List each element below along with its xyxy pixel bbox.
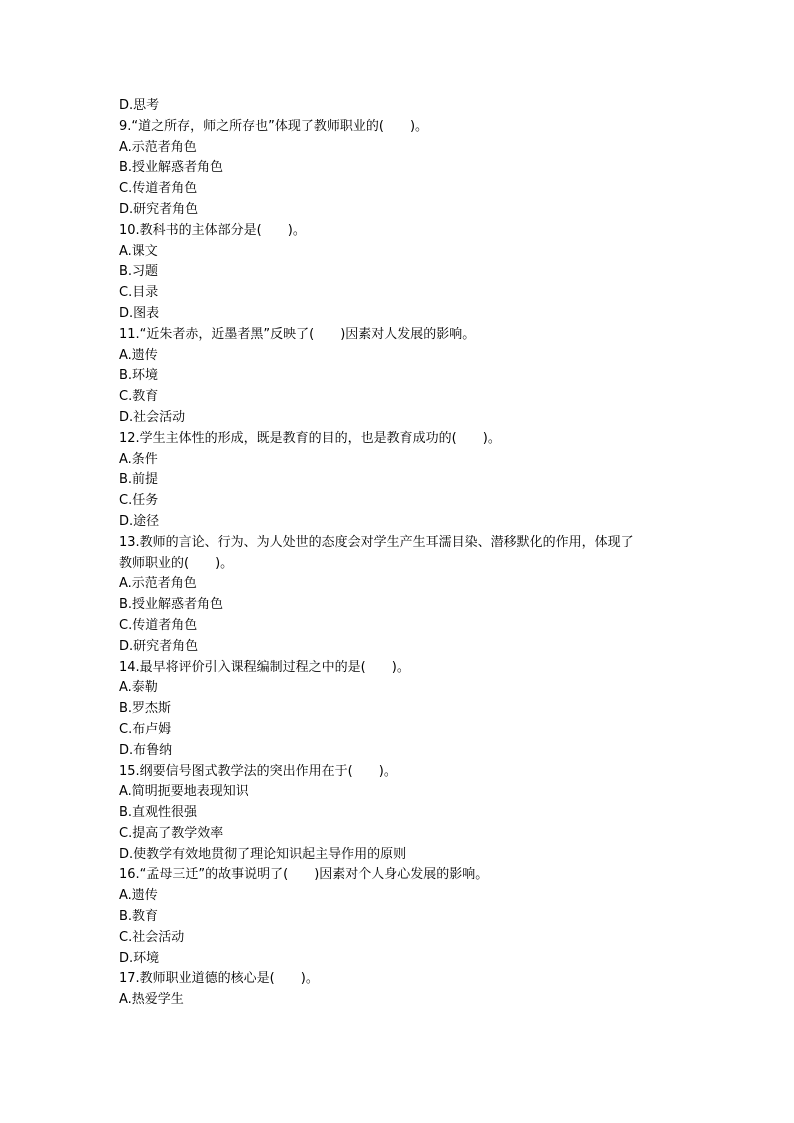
option-c: C.传道者角色	[119, 181, 198, 197]
option-a: A.遗传	[119, 888, 158, 904]
option-d: D.布鲁纳	[119, 742, 173, 758]
option-c: C.社会活动	[119, 929, 185, 945]
question-16: 16.“孟母三迁”的故事说明了( )因素对个人身心发展的影响。	[119, 867, 489, 883]
option-a: A.遗传	[119, 347, 158, 363]
document-body	[119, 96, 679, 1011]
question-9: 9.“道之所存，师之所存也”体现了教师职业的( )。	[119, 118, 429, 134]
option-d: D.研究者角色	[119, 201, 199, 217]
option-d: D.环境	[119, 950, 160, 966]
option-d: D.使教学有效地贯彻了理论知识起主导作用的原则	[119, 846, 407, 862]
option-a: A.泰勒	[119, 680, 158, 696]
option-c: C.教育	[119, 389, 159, 405]
question-10: 10.教科书的主体部分是( )。	[119, 222, 306, 238]
question-17: 17.教师职业道德的核心是( )。	[119, 971, 319, 987]
option-d: D.研究者角色	[119, 638, 199, 654]
option-a: A.示范者角色	[119, 576, 197, 592]
question-14: 14.最早将评价引入课程编制过程之中的是( )。	[119, 659, 410, 675]
option-b: B.授业解惑者角色	[119, 160, 224, 176]
option-b: B.教育	[119, 909, 159, 925]
option-d: D.途径	[119, 513, 160, 529]
option-b: B.前提	[119, 472, 159, 488]
option-d: D.思考	[119, 98, 160, 113]
question-12: 12.学生主体性的形成，既是教育的目的，也是教育成功的( )。	[119, 430, 501, 446]
question-11: 11.“近朱者赤，近墨者黑”反映了( )因素对人发展的影响。	[119, 326, 476, 342]
option-d: D.图表	[119, 305, 160, 321]
option-b: B.授业解惑者角色	[119, 597, 224, 613]
option-a: A.示范者角色	[119, 139, 197, 155]
option-a: A.热爱学生	[119, 992, 184, 1008]
option-c: C.提高了教学效率	[119, 825, 224, 841]
option-a: A.条件	[119, 451, 158, 467]
option-c: C.任务	[119, 493, 159, 509]
option-c: C.布卢姆	[119, 721, 172, 737]
option-b: B.习题	[119, 264, 159, 280]
option-c: C.目录	[119, 285, 159, 301]
option-a: A.课文	[119, 243, 158, 259]
option-b: B.罗杰斯	[119, 701, 172, 717]
option-d: D.社会活动	[119, 409, 186, 425]
question-13: 13.教师的言论、行为、为人处世的态度会对学生产生耳濡目染、潜移默化的作用，体现了	[119, 534, 634, 550]
option-b: B.直观性很强	[119, 805, 198, 821]
question-13-continued: 教师职业的( )。	[119, 555, 234, 571]
option-a: A.简明扼要地表现知识	[119, 784, 249, 800]
question-15: 15.纲要信号图式教学法的突出作用在于( )。	[119, 763, 397, 779]
option-c: C.传道者角色	[119, 617, 198, 633]
option-b: B.环境	[119, 368, 159, 384]
